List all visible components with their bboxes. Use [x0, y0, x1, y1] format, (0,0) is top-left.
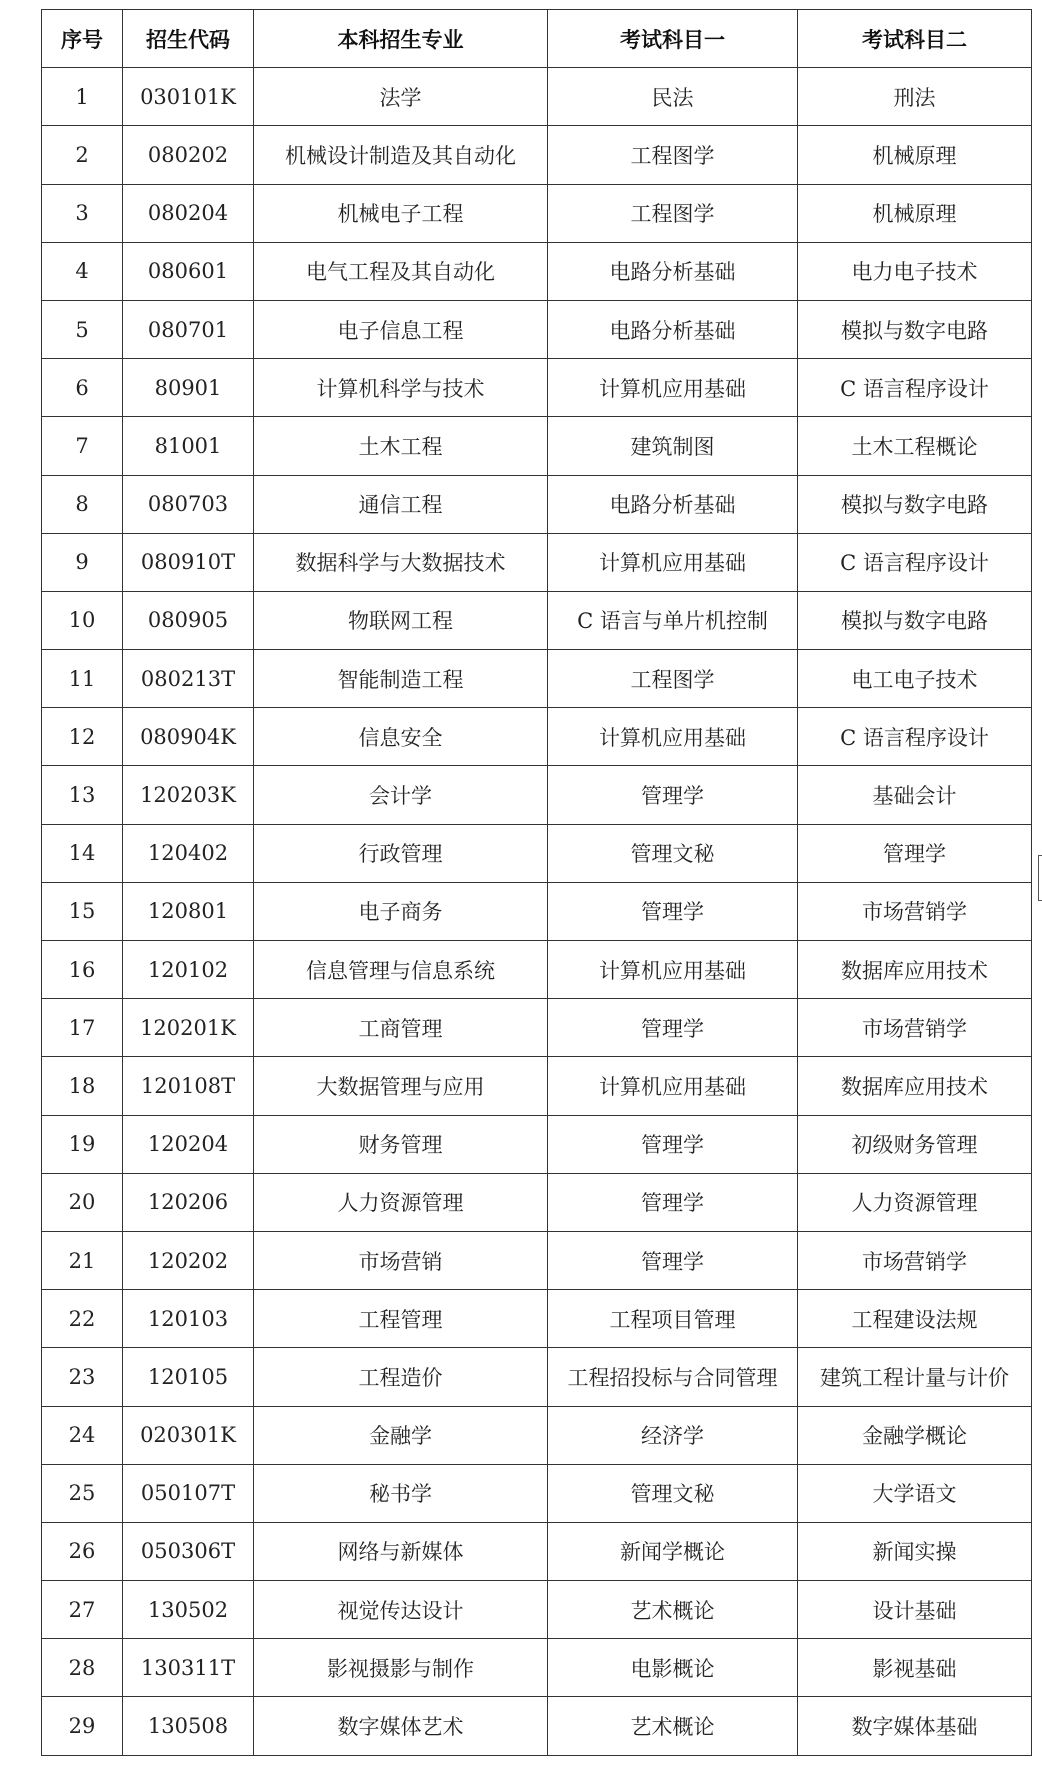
cell-subject-2: C 语言程序设计 — [798, 533, 1032, 591]
cell-subject-1: 计算机应用基础 — [548, 533, 798, 591]
cell-index: 5 — [42, 300, 123, 358]
cell-code: 120801 — [123, 882, 254, 940]
cell-index: 17 — [42, 999, 123, 1057]
cell-major: 电子信息工程 — [254, 300, 548, 358]
cell-subject-2: 大学语文 — [798, 1464, 1032, 1522]
cell-subject-2: 模拟与数字电路 — [798, 591, 1032, 649]
cell-code: 120206 — [123, 1173, 254, 1231]
cell-index: 22 — [42, 1290, 123, 1348]
cell-subject-2: 基础会计 — [798, 766, 1032, 824]
table-body — [42, 68, 1032, 1755]
table-header-row — [42, 10, 1032, 68]
cell-code: 120105 — [123, 1348, 254, 1406]
cell-major: 市场营销 — [254, 1231, 548, 1289]
cell-major: 法学 — [254, 68, 548, 126]
cell-major: 会计学 — [254, 766, 548, 824]
cell-subject-2: 市场营销学 — [798, 882, 1032, 940]
cell-subject-2: 刑法 — [798, 68, 1032, 126]
cell-subject-1: 建筑制图 — [548, 417, 798, 475]
cell-major: 大数据管理与应用 — [254, 1057, 548, 1115]
cell-index: 11 — [42, 650, 123, 708]
cell-major: 电子商务 — [254, 882, 548, 940]
cell-index: 8 — [42, 475, 123, 533]
cell-major: 电气工程及其自动化 — [254, 242, 548, 300]
cell-subject-1: 工程图学 — [548, 126, 798, 184]
table-row — [42, 1115, 1032, 1173]
cell-subject-1: 计算机应用基础 — [548, 359, 798, 417]
cell-subject-1: 计算机应用基础 — [548, 941, 798, 999]
table-row — [42, 1464, 1032, 1522]
cell-index: 1 — [42, 68, 123, 126]
cell-code: 080202 — [123, 126, 254, 184]
cell-subject-1: 艺术概论 — [548, 1697, 798, 1755]
cell-subject-2: 市场营销学 — [798, 1231, 1032, 1289]
table-row — [42, 1406, 1032, 1464]
header-index: 序号 — [42, 10, 123, 68]
cell-major: 智能制造工程 — [254, 650, 548, 708]
cell-subject-1: C 语言与单片机控制 — [548, 591, 798, 649]
cell-index: 18 — [42, 1057, 123, 1115]
cell-major: 视觉传达设计 — [254, 1581, 548, 1639]
cell-index: 3 — [42, 184, 123, 242]
cell-subject-1: 管理学 — [548, 999, 798, 1057]
cell-subject-2: 新闻实操 — [798, 1522, 1032, 1580]
cell-code: 080904K — [123, 708, 254, 766]
cell-subject-2: C 语言程序设计 — [798, 708, 1032, 766]
cell-subject-2: 电工电子技术 — [798, 650, 1032, 708]
cell-major: 物联网工程 — [254, 591, 548, 649]
cell-index: 15 — [42, 882, 123, 940]
cell-major: 人力资源管理 — [254, 1173, 548, 1231]
cell-subject-2: 数字媒体基础 — [798, 1697, 1032, 1755]
header-subject-2: 考试科目二 — [798, 10, 1032, 68]
cell-code: 120108T — [123, 1057, 254, 1115]
cell-index: 10 — [42, 591, 123, 649]
cell-subject-2: 影视基础 — [798, 1639, 1032, 1697]
cell-subject-2: 人力资源管理 — [798, 1173, 1032, 1231]
cell-code: 120201K — [123, 999, 254, 1057]
table-row — [42, 475, 1032, 533]
table-row — [42, 1697, 1032, 1755]
cell-subject-1: 电路分析基础 — [548, 300, 798, 358]
cell-code: 80901 — [123, 359, 254, 417]
cell-subject-2: 数据库应用技术 — [798, 941, 1032, 999]
cell-major: 行政管理 — [254, 824, 548, 882]
side-edge-tab — [1038, 855, 1042, 901]
cell-index: 21 — [42, 1231, 123, 1289]
cell-subject-1: 计算机应用基础 — [548, 1057, 798, 1115]
cell-code: 120203K — [123, 766, 254, 824]
table-row — [42, 126, 1032, 184]
cell-code: 080701 — [123, 300, 254, 358]
cell-major: 秘书学 — [254, 1464, 548, 1522]
cell-subject-1: 管理学 — [548, 1115, 798, 1173]
cell-subject-2: 数据库应用技术 — [798, 1057, 1032, 1115]
cell-subject-2: 模拟与数字电路 — [798, 300, 1032, 358]
cell-subject-2: 模拟与数字电路 — [798, 475, 1032, 533]
header-subject-1: 考试科目一 — [548, 10, 798, 68]
cell-subject-2: 建筑工程计量与计价 — [798, 1348, 1032, 1406]
cell-major: 网络与新媒体 — [254, 1522, 548, 1580]
cell-subject-1: 管理学 — [548, 1173, 798, 1231]
cell-index: 28 — [42, 1639, 123, 1697]
cell-index: 29 — [42, 1697, 123, 1755]
table-row — [42, 184, 1032, 242]
table-row — [42, 1173, 1032, 1231]
cell-code: 080601 — [123, 242, 254, 300]
cell-subject-1: 电路分析基础 — [548, 242, 798, 300]
cell-subject-1: 管理学 — [548, 1231, 798, 1289]
table-row — [42, 1522, 1032, 1580]
cell-code: 120102 — [123, 941, 254, 999]
cell-subject-2: C 语言程序设计 — [798, 359, 1032, 417]
cell-subject-1: 电路分析基础 — [548, 475, 798, 533]
cell-subject-1: 工程图学 — [548, 184, 798, 242]
cell-subject-2: 金融学概论 — [798, 1406, 1032, 1464]
cell-code: 130311T — [123, 1639, 254, 1697]
cell-code: 080910T — [123, 533, 254, 591]
cell-subject-1: 新闻学概论 — [548, 1522, 798, 1580]
cell-index: 4 — [42, 242, 123, 300]
cell-code: 130508 — [123, 1697, 254, 1755]
cell-code: 120402 — [123, 824, 254, 882]
table-row — [42, 766, 1032, 824]
table-row — [42, 68, 1032, 126]
cell-major: 影视摄影与制作 — [254, 1639, 548, 1697]
cell-subject-2: 机械原理 — [798, 184, 1032, 242]
cell-code: 120103 — [123, 1290, 254, 1348]
table-row — [42, 1348, 1032, 1406]
cell-index: 14 — [42, 824, 123, 882]
table-row — [42, 999, 1032, 1057]
table-row — [42, 708, 1032, 766]
cell-index: 26 — [42, 1522, 123, 1580]
cell-subject-1: 管理学 — [548, 882, 798, 940]
table-row — [42, 533, 1032, 591]
table-row — [42, 1231, 1032, 1289]
cell-major: 数字媒体艺术 — [254, 1697, 548, 1755]
cell-code: 030101K — [123, 68, 254, 126]
cell-major: 通信工程 — [254, 475, 548, 533]
table-row — [42, 1581, 1032, 1639]
cell-index: 19 — [42, 1115, 123, 1173]
header-code: 招生代码 — [123, 10, 254, 68]
cell-major: 土木工程 — [254, 417, 548, 475]
cell-subject-2: 市场营销学 — [798, 999, 1032, 1057]
cell-subject-1: 工程图学 — [548, 650, 798, 708]
cell-major: 金融学 — [254, 1406, 548, 1464]
cell-index: 6 — [42, 359, 123, 417]
cell-code: 080204 — [123, 184, 254, 242]
cell-subject-1: 计算机应用基础 — [548, 708, 798, 766]
cell-code: 81001 — [123, 417, 254, 475]
cell-index: 7 — [42, 417, 123, 475]
cell-index: 16 — [42, 941, 123, 999]
cell-subject-1: 经济学 — [548, 1406, 798, 1464]
cell-subject-1: 艺术概论 — [548, 1581, 798, 1639]
table-row — [42, 882, 1032, 940]
cell-major: 机械设计制造及其自动化 — [254, 126, 548, 184]
cell-subject-1: 管理文秘 — [548, 824, 798, 882]
table-row — [42, 1639, 1032, 1697]
cell-index: 12 — [42, 708, 123, 766]
cell-major: 工商管理 — [254, 999, 548, 1057]
cell-index: 13 — [42, 766, 123, 824]
cell-subject-2: 设计基础 — [798, 1581, 1032, 1639]
cell-index: 9 — [42, 533, 123, 591]
table-row — [42, 242, 1032, 300]
cell-code: 050107T — [123, 1464, 254, 1522]
cell-code: 120202 — [123, 1231, 254, 1289]
cell-index: 25 — [42, 1464, 123, 1522]
cell-subject-2: 电力电子技术 — [798, 242, 1032, 300]
cell-subject-1: 管理文秘 — [548, 1464, 798, 1522]
majors-exam-table — [41, 9, 1032, 1756]
cell-subject-2: 工程建设法规 — [798, 1290, 1032, 1348]
cell-index: 2 — [42, 126, 123, 184]
cell-major: 工程管理 — [254, 1290, 548, 1348]
table-row — [42, 300, 1032, 358]
cell-subject-2: 土木工程概论 — [798, 417, 1032, 475]
cell-subject-1: 民法 — [548, 68, 798, 126]
cell-major: 计算机科学与技术 — [254, 359, 548, 417]
cell-subject-2: 初级财务管理 — [798, 1115, 1032, 1173]
cell-subject-1: 工程招投标与合同管理 — [548, 1348, 798, 1406]
cell-major: 工程造价 — [254, 1348, 548, 1406]
cell-major: 数据科学与大数据技术 — [254, 533, 548, 591]
cell-index: 24 — [42, 1406, 123, 1464]
table-row — [42, 359, 1032, 417]
cell-code: 120204 — [123, 1115, 254, 1173]
cell-major: 信息管理与信息系统 — [254, 941, 548, 999]
cell-major: 机械电子工程 — [254, 184, 548, 242]
cell-subject-2: 管理学 — [798, 824, 1032, 882]
table-row — [42, 1290, 1032, 1348]
cell-code: 130502 — [123, 1581, 254, 1639]
cell-subject-2: 机械原理 — [798, 126, 1032, 184]
cell-subject-1: 管理学 — [548, 766, 798, 824]
cell-index: 20 — [42, 1173, 123, 1231]
cell-code: 050306T — [123, 1522, 254, 1580]
header-major: 本科招生专业 — [254, 10, 548, 68]
cell-subject-1: 电影概论 — [548, 1639, 798, 1697]
cell-major: 财务管理 — [254, 1115, 548, 1173]
cell-index: 23 — [42, 1348, 123, 1406]
table-row — [42, 417, 1032, 475]
cell-index: 27 — [42, 1581, 123, 1639]
table-row — [42, 591, 1032, 649]
table-row — [42, 650, 1032, 708]
cell-major: 信息安全 — [254, 708, 548, 766]
cell-subject-1: 工程项目管理 — [548, 1290, 798, 1348]
cell-code: 080703 — [123, 475, 254, 533]
cell-code: 080213T — [123, 650, 254, 708]
table-row — [42, 1057, 1032, 1115]
cell-code: 080905 — [123, 591, 254, 649]
cell-code: 020301K — [123, 1406, 254, 1464]
table-row — [42, 824, 1032, 882]
table-row — [42, 941, 1032, 999]
